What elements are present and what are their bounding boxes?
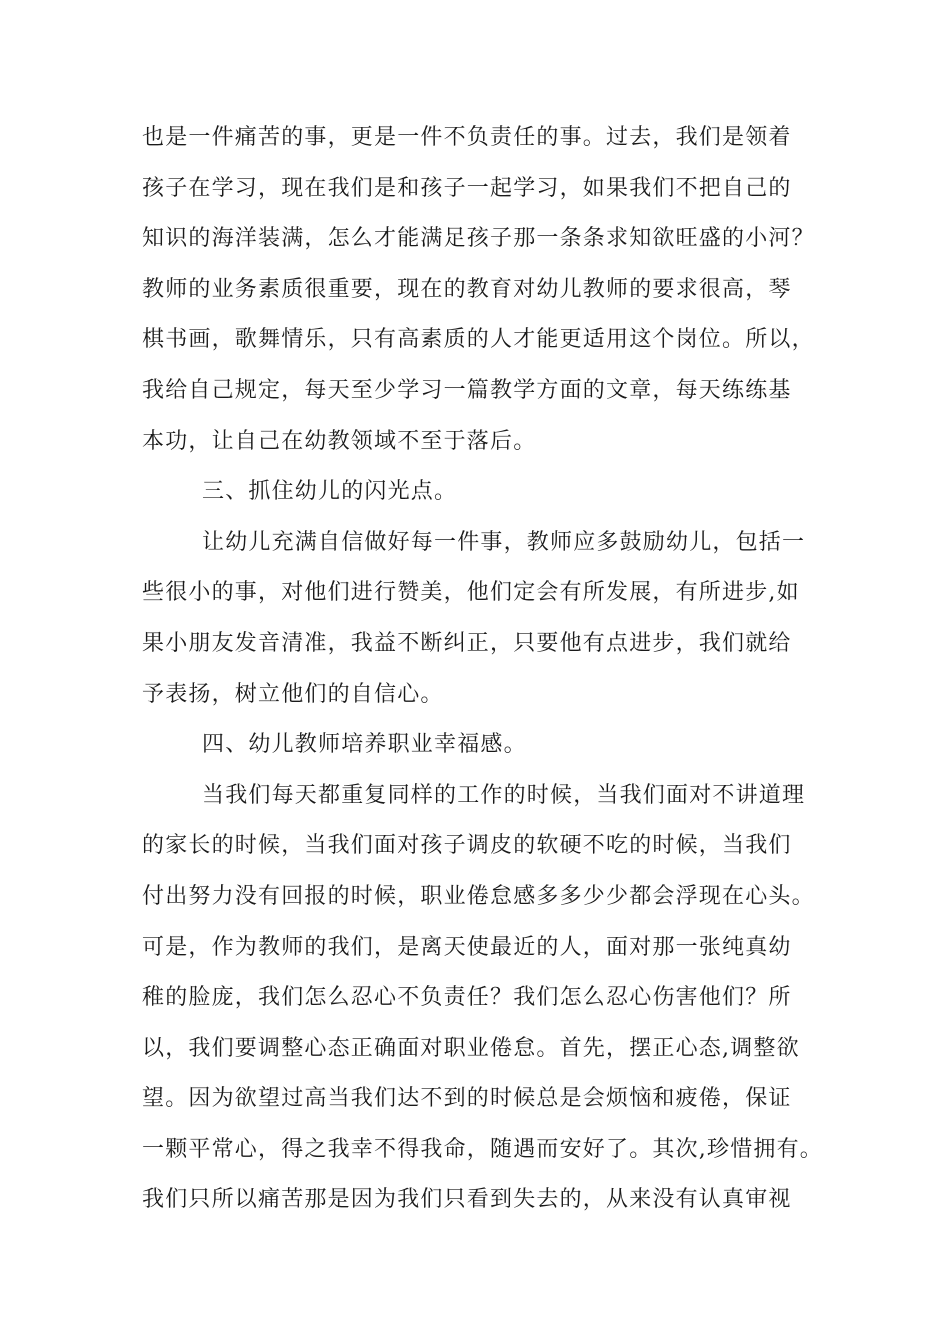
text-line: 也是一件痛苦的事，更是一件不负责任的事。过去，我们是领着 — [142, 125, 792, 150]
text-line: 的家长的时候，当我们面对孩子调皮的软硬不吃的时候，当我们 — [142, 833, 792, 859]
text-line: 望。因为欲望过高当我们达不到的时候总是会烦恼和疲倦，保证 — [142, 1086, 792, 1112]
text-line: 予表扬，树立他们的自信心。 — [142, 681, 444, 707]
text-line: 孩子在学习，现在我们是和孩子一起学习，如果我们不把自己的 — [142, 175, 792, 201]
text-line: 稚的脸庞，我们怎么忍心不负责任？我们怎么忍心伤害他们？所 — [142, 985, 792, 1011]
text-line: 些很小的事，对他们进行赞美，他们定会有所发展，有所进步,如 — [142, 580, 800, 606]
text-line: 让幼儿充满自信做好每一件事，教师应多鼓励幼儿，包括一 — [202, 529, 806, 555]
text-line: 教师的业务素质很重要，现在的教育对幼儿教师的要求很高，琴 — [142, 276, 792, 302]
text-line: 一颗平常心，得之我幸不得我命，随遇而安好了。其次,珍惜拥有。 — [142, 1136, 823, 1162]
text-line: 当我们每天都重复同样的工作的时候，当我们面对不讲道理 — [202, 782, 806, 808]
text-line: 棋书画，歌舞情乐，只有高素质的人才能更适用这个岗位。所以， — [142, 327, 815, 353]
document-body — [142, 113, 842, 1226]
text-line: 本功，让自己在幼教领域不至于落后。 — [142, 428, 537, 454]
text-line: 付出努力没有回报的时候，职业倦怠感多多少少都会浮现在心头。 — [142, 883, 815, 909]
text-line: 以，我们要调整心态正确面对职业倦怠。首先，摆正心态,调整欲 — [142, 1035, 800, 1061]
text-line: 果小朋友发音清准，我益不断纠正，只要他有点进步，我们就给 — [142, 630, 792, 656]
section-heading: 三、抓住幼儿的闪光点。 — [202, 479, 458, 505]
text-line: 知识的海洋装满，怎么才能满足孩子那一条条求知欲旺盛的小河？ — [142, 226, 815, 252]
section-heading: 四、幼儿教师培养职业幸福感。 — [202, 732, 527, 758]
text-line: 我们只所以痛苦那是因为我们只看到失去的，从来没有认真审视 — [142, 1187, 792, 1213]
text-line: 可是，作为教师的我们，是离天使最近的人，面对那一张纯真幼 — [142, 934, 792, 960]
text-line: 我给自己规定，每天至少学习一篇教学方面的文章，每天练练基 — [142, 377, 792, 403]
